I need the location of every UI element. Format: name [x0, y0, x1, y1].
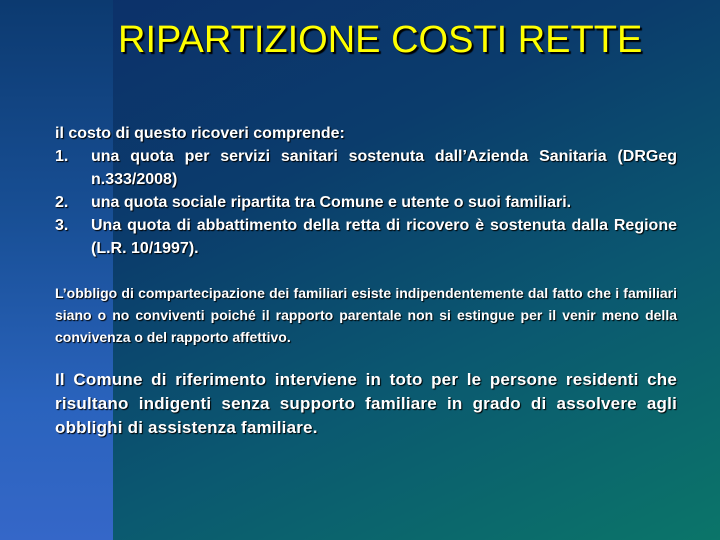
list-item-text: una quota sociale ripartita tra Comune e utente o suoi familiari.	[91, 194, 572, 211]
list-number: 3.	[55, 217, 69, 234]
list-item	[55, 191, 677, 214]
slide-title: RIPARTIZIONE COSTI RETTE	[118, 19, 643, 61]
intro-text: il costo di questo ricoveri comprende:	[55, 125, 345, 142]
cost-list	[55, 145, 677, 260]
obligation-paragraph: L’obbligo di compartecipazione dei familiari esiste indipendentemente dal fatto che i familiari siano o no conviventi poiché il rapporto parentale non si estingue per il venir meno della convivenza o del rapporto affettivo.	[55, 285, 677, 345]
list-item-text: una quota per servizi sanitari sostenuta dall’Azienda Sanitaria (DRGeg n.333/2008)	[91, 148, 677, 188]
municipality-paragraph: Il Comune di riferimento interviene in toto per le persone residenti che risultano indigenti senza supporto familiare in grado di assolvere agli obblighi di assistenza familiare.	[55, 370, 677, 437]
list-item-text: Una quota di abbattimento della retta di ricovero è sostenuta dalla Regione (L.R. 10/1997).	[91, 217, 677, 257]
slide-content	[55, 122, 677, 440]
list-item	[55, 214, 677, 260]
list-item	[55, 145, 677, 191]
list-number: 2.	[55, 194, 69, 211]
list-number: 1.	[55, 148, 69, 165]
